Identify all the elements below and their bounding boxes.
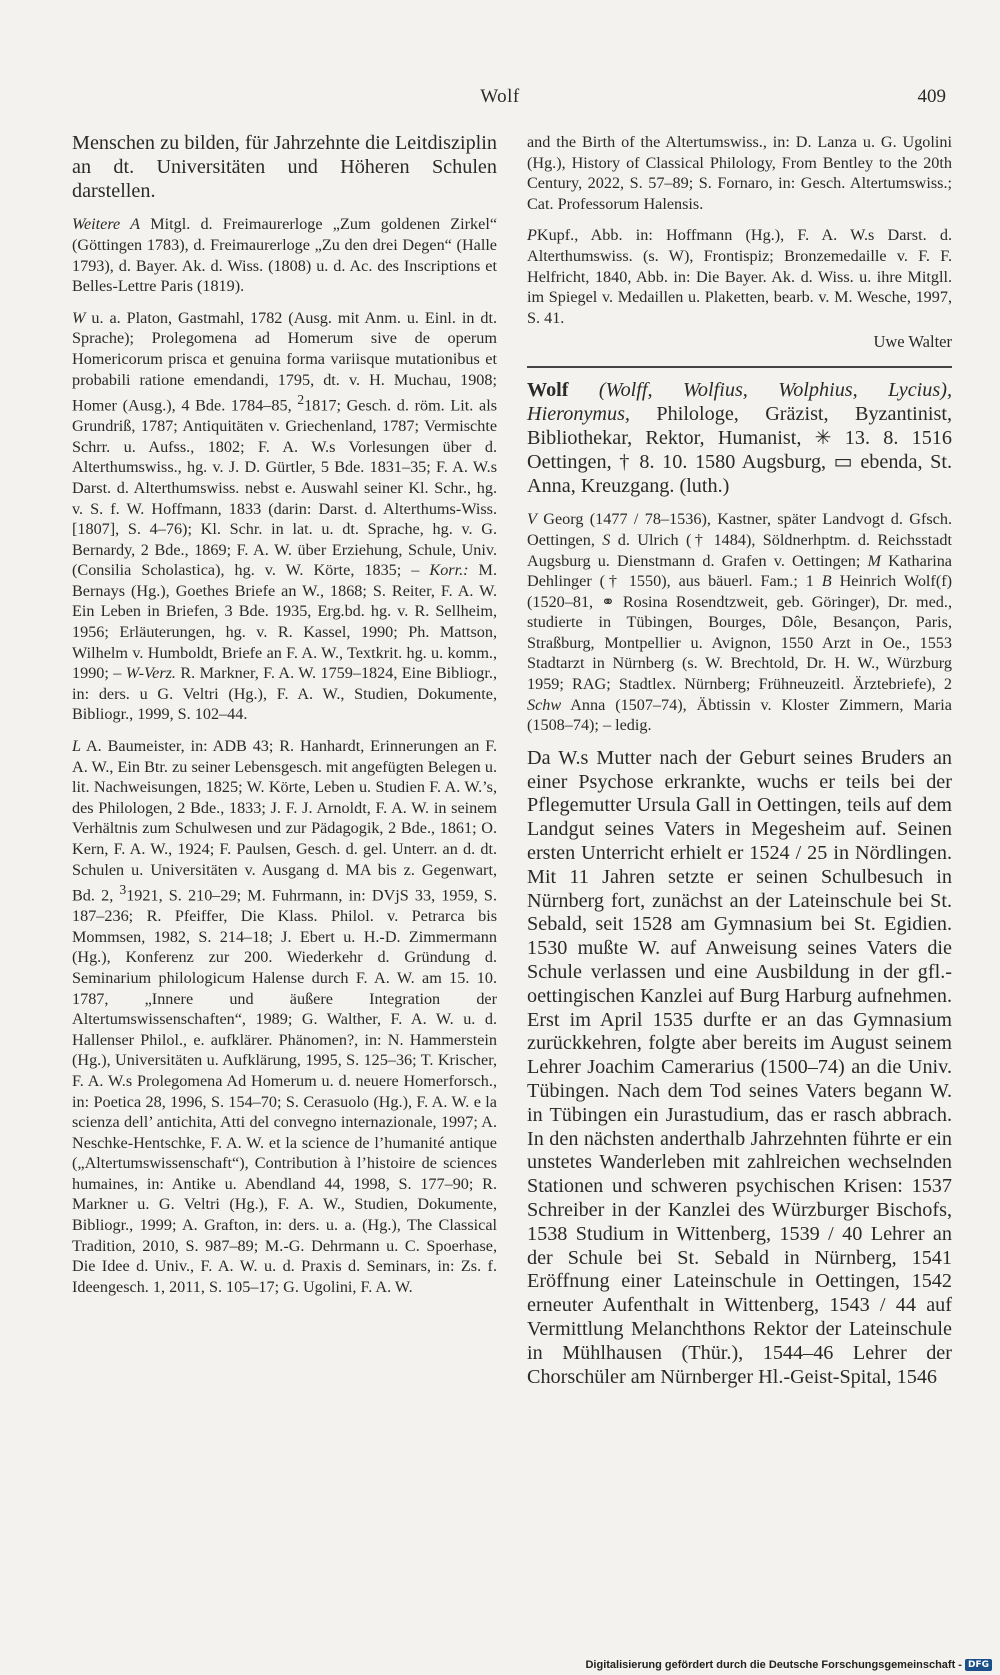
page-number: 409 bbox=[917, 86, 946, 107]
literatur-section bbox=[72, 736, 497, 1297]
entry-heading bbox=[527, 379, 952, 498]
werke-text-3: M. Bernays (Hg.), Goethes Briefe an W., 1868; S. Reiter, F. A. W. Ein Leben in Briefen, 3 Bde. 1935, Erg.bd. hg. v. R. Sellheim, 1956; Erläuterungen, hg. v. R. Kassel, 1990; Ph. Mattson, Wilhelm v. Humboldt, Briefe an F. A. W., Textkrit. hg. u. komm., 1990; – bbox=[72, 561, 497, 683]
left-column bbox=[72, 132, 497, 1297]
family-text-1: Georg (1477 / 78–1536), Kastner, später Landvogt d. Gfsch. Oettingen, bbox=[527, 510, 952, 549]
portrait-section bbox=[527, 225, 952, 328]
weitere-label: Weitere A bbox=[72, 215, 141, 234]
family-b-label: B bbox=[821, 572, 832, 591]
family-m-label: M bbox=[867, 551, 882, 570]
family-text-4: Heinrich Wolf(f) (1520–81, ⚭ Rosina Rosendtzweit, geb. Göringer), Dr. med., studierte in Tübingen, Bourges, Dôle, Besançon, Paris, Straßburg, Montpellier u. Avignon, 1550 Arzt in Oe., 1553 Stadtarzt in Nürnberg (s. W. Brechtold, Dr. H. W., Würzburg 1959; RAG; Stadtlex. Nürnberg; Frühneuzeitl. Ärztebriefe), 2 bbox=[527, 572, 952, 694]
entry-alternate-names: (Wolff, Wolfius, Wolphius, Lycius), Hieronymus, bbox=[527, 379, 952, 426]
werke-text-4: R. Markner, F. A. W. 1759–1824, Eine Bibliogr., in: ders. u G. Veltri (Hg.), F. A. W., Studien, Dokumente, Bibliogr., 1999, S. 102–44. bbox=[72, 664, 497, 724]
werke-label: W bbox=[72, 308, 86, 327]
literatur-continuation: and the Birth of the Altertumswiss., in: D. Lanza u. G. Ugolini (Hg.), History of Classical Philology, From Bentley to the 20th Century, 2022, S. 57–89; S. Fornaro, in: Gesch. Altertumswiss.; Cat. Professorum Halensis. bbox=[527, 133, 952, 213]
dfg-logo: DFG bbox=[965, 1659, 992, 1671]
weitere-text: Mitgl. d. Freimaurerloge „Zum goldenen Zirkel“ (Göttingen 1783), d. Freimaurerloge „Zu den drei Degen“ (Halle 1793), d. Bayer. Ak. d. Wiss. (1808) u. d. Ac. des Inscriptions et Belles-Lettre Paris (1819). bbox=[72, 215, 498, 296]
portrait-text: Kupf., Abb. in: Hoffmann (Hg.), F. A. W.s Darst. d. Alterthumswiss. (s. W), Frontispiz; Bronzemedaille v. F. F. Helfricht, 1840, Abb. in: Die Bayer. Ak. d. Wiss. u. ihre Mitgll. im Spiegel v. Medaillen u. Plaketten, bearb. v. M. Wesche, 1997, S. 41. bbox=[527, 226, 952, 327]
literatur-superscript: 3 bbox=[119, 882, 127, 898]
family-text-3: Katharina Dehlinger († 1550), aus bäuerl. Fam.; 1 bbox=[527, 551, 952, 591]
intro-paragraph: Menschen zu bilden, für Jahrzehnte die Leitdisziplin an dt. Universitäten und Höheren Schulen darstellen. bbox=[72, 132, 497, 202]
entry-description: Philologe, Gräzist, Byzantinist, Bibliothekar, Rektor, Humanist, ✳ 13. 8. 1516 Oettingen, † 8. 10. 1580 Augsburg, ▭ ebenda, St. Anna, Kreuzgang. (luth.) bbox=[527, 403, 952, 497]
werke-section bbox=[72, 308, 497, 725]
right-column bbox=[527, 132, 952, 1389]
literatur-text-2: 1921, S. 210–29; M. Fuhrmann, in: DVjS 33, 1959, S. 187–236; R. Pfeiffer, Die Klass. Philol. v. Petrarca bis Mommsen, 1982, S. 214–18; J. Ebert u. H.-D. Zimmermann (Hg.), Konferenz zur 200. Wiederkehr d. Gründung d. Seminarium philologicum Halense durch F. A. W. am 15. 10. 1787, „Innere und äußere Integration der Altertumswissenschaften“, 1989; G. Walther, F. A. W. u. d. Hallenser Philol., e. aufklärer. Phänomen?, in: N. Hammerstein (Hg.), Universitäten u. Aufklärung, 1995, S. 125–36; T. Krischer, F. A. W.s Prolegomena Ad Homerum u. d. neuere Homerforsch., in: Poetica 28, 1996, S. 154–70; S. Cerasuolo (Hg.), F. A. W. e la scienza dell’ antichita, Atti del convegno internazionale, 1997; A. Neschke-Hentschke, F. A. W. et la science de l’humanité antique („Altertumswissenschaft“), Contribution à l’histoire de sciences humaines, in: Antike u. Abendland 44, 1998, S. 177–90; R. Markner u. G. Veltri (Hg.), F. A. W., Studien, Dokumente, Bibliogr., 1999; A. Grafton, in: ders. u. a. (Hg.), The Classical Tradition, 2010, S. 987–89; M.-G. Dehrmann u. C. Spoerhase, Die Idee d. Univ., F. A. W. u. d. Praxis d. Seminars, in: Zs. f. Ideengesch. 1, 2011, S. 105–17; G. Ugolini, F. A. W. bbox=[72, 886, 497, 1296]
article-author: Uwe Walter bbox=[873, 332, 952, 352]
family-v-label: V bbox=[527, 510, 537, 529]
werke-wverz-label: W-Verz. bbox=[125, 664, 176, 683]
werke-text-1: u. a. Platon, Gastmahl, 1782 (Ausg. mit Anm. u. Einl. in dt. Sprache); Prolegomena ad Homerum sive de operum Homericorum prisca et genuina forma variisque mutationibus et probabili ratione emendandi, 1795, dt. v. H. Muchau, 1908; Homer (Ausg.), 4 Bde. 1784–85, bbox=[72, 308, 497, 415]
family-schw-label: Schw bbox=[527, 695, 562, 714]
literatur-label: L bbox=[72, 737, 82, 756]
werke-text-2: 1817; Gesch. d. röm. Lit. als Grundriß, 1787; Antiquitäten v. Griechenland, 1787; Vermischte Schrr. u. Aufss., 1802; F. A. W.s Vorlesungen über d. Alterthumswiss., hg. v. J. D. Gürtler, 5 Bde. 1831–35; F. A. W.s Darst. d. Alterthumswiss. nebst e. Auswahl seiner Kl. Schr., hg. v. S. f. W. Hoffmann, 1833 (darin: Darst. d. Alterthums-Wiss. [1807], S. 4–76); Kl. Schr. in lat. u. dt. Sprache, hg. v. G. Bernardy, 2 Bde., 1869; F. A. W. über Erziehung, Schule, Univ. (Consilia Scholastica), hg. v. W. Körte, 1835; – bbox=[72, 396, 497, 580]
family-text-2: d. Ulrich († 1484), Söldnerhptm. d. Reichsstadt Augsburg u. Dienstmann d. Grafen v. Oettingen; bbox=[527, 530, 952, 570]
entry-name: Wolf bbox=[527, 379, 569, 402]
family-text-5: Anna (1507–74), Äbtissin v. Kloster Zimmern, Maria (1508–74); – ledig. bbox=[527, 695, 952, 735]
biography-paragraph: Da W.s Mutter nach der Geburt seines Bruders an einer Psychose erkrankte, wuchs er teils bei der Pflegemutter Ursula Gall in Oettingen, teils auf dem Landgut seines Vaters in Megesheim auf. Seinen ersten Unterricht erhielt er 1524 / 25 in Nördlingen. Mit 11 Jahren setzte er seinen Schulbesuch in Nürnberg fort, zunächst an der Lateinschule bei St. Sebald, seit 1528 am Gymnasium bei St. Egidien. 1530 mußte W. auf Anweisung seines Vaters die Schule verlassen und eine Ausbildung in der gfl.-oettingischen Kanzlei auf Burg Harburg aufnehmen. Erst im April 1535 durfte er an das Gymnasium zurückkehren, folgte aber bereits im August seinem Lehrer Joachim Camerarius (1500–74) an die Univ. Tübingen. Nach dem Tod seines Vaters begann W. in Tübingen ein Jurastudium, das er rasch abbrach. In den nächsten anderthalb Jahrzehnten führte er ein unstetes Wanderleben mit zahlreichen wechselnden Stationen und schweren psychischen Krisen: 1537 Schreiber in der Kanzlei des Würzburger Bischofs, 1538 Studium in Wittenberg, 1539 / 40 Lehrer an der Schule bei St. Sebald in Nürnberg, 1541 Eröffnung einer Lateinschule in Oettingen, 1542 erneuter Aufenthalt in Wittenberg, 1543 / 44 auf Vermittlung Melanchthons Rektor der Lateinschule in Mühlhausen (Thür.), 1544–46 Lehrer der Chorschüler am Nürnberger Hl.-Geist-Spital, 1546 bbox=[527, 746, 952, 1388]
literatur-text-1: A. Baumeister, in: ADB 43; R. Hanhardt, Erinnerungen an F. A. W., Ein Btr. zu seiner Lebensgesch. mit angefügten Belegen u. lit. Nachweisungen, 1825; W. Körte, Leben u. Studien F. A. W.’s, des Philologen, 2 Bde., 1833; J. F. J. Arnoldt, F. A. W. in seinem Verhältnis zum Schulwesen und zur Pädagogik, 2 Bde., 1861; O. Kern, F. A. W., 1924; F. Paulsen, Gesch. d. gel. Unterr. an d. dt. Schulen u. Universitäten v. Ausgang d. MA bis z. Gegenwart, Bd. 2, bbox=[72, 737, 497, 905]
werke-superscript: 2 bbox=[297, 392, 305, 408]
portrait-label: P bbox=[527, 226, 537, 245]
werke-korr-label: Korr.: bbox=[429, 561, 469, 580]
family-s-label: S bbox=[602, 530, 611, 549]
weitere-section bbox=[72, 214, 497, 296]
footer-text: Digitalisierung gefördert durch die Deutsche Forschungsgemeinschaft - bbox=[585, 1659, 962, 1671]
digitization-footer bbox=[585, 1659, 992, 1671]
entry-divider bbox=[527, 366, 952, 368]
running-head: Wolf bbox=[480, 86, 520, 107]
family-section bbox=[527, 509, 952, 736]
